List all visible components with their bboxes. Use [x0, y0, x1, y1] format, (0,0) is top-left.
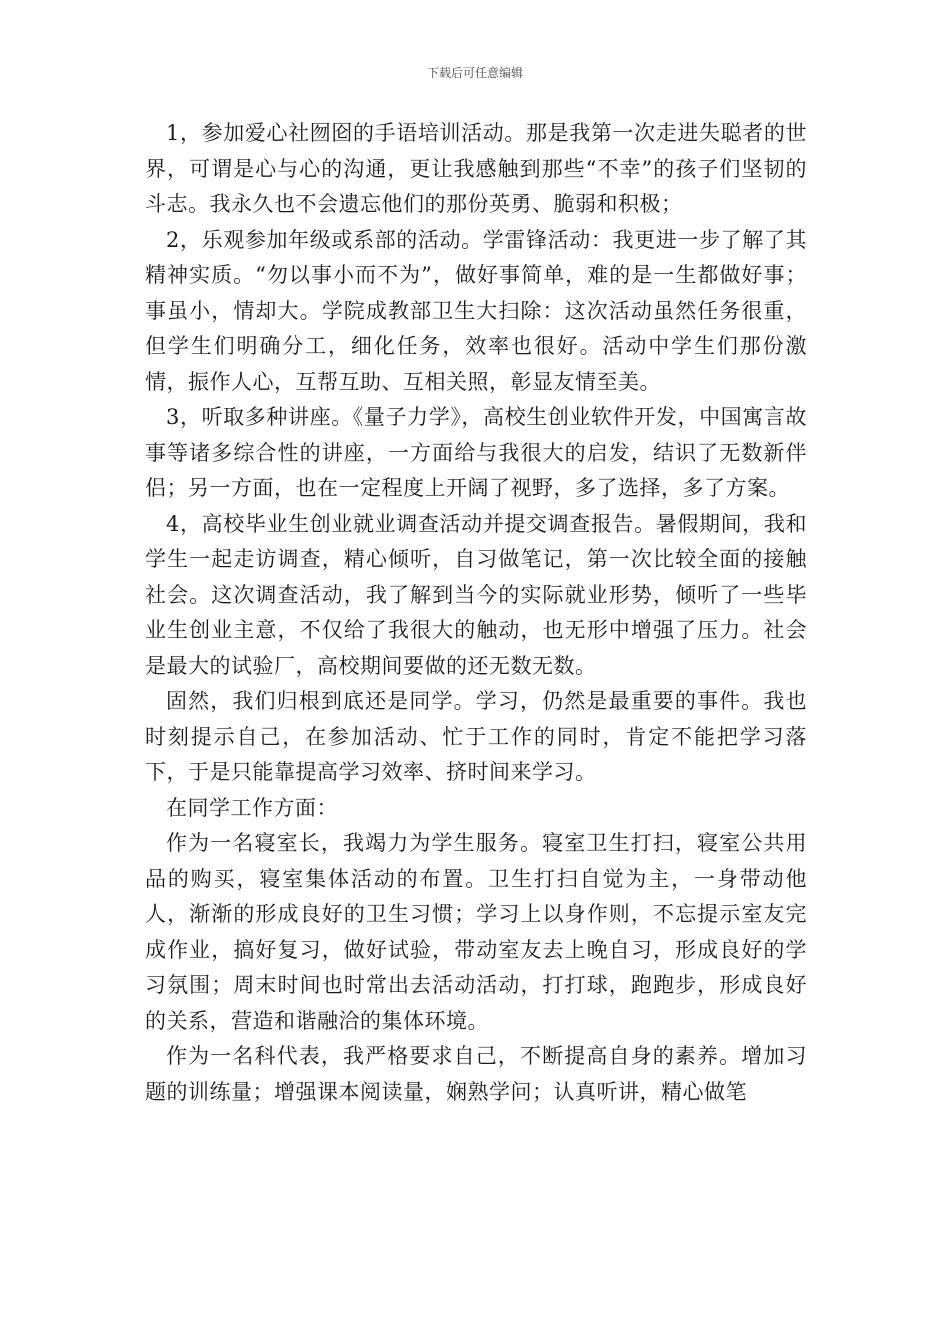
- document-body: [145, 116, 807, 1110]
- paragraph-item-4: 4，高校毕业生创业就业调查活动并提交调查报告。暑假期间，我和学生一起走访调查，精心倾听，自习做笔记，第一次比较全面的接触社会。这次调查活动，我了解到当今的实际就业形势，倾听了一些毕业生创业主意，不仅给了我很大的触动，也无形中增强了压力。社会是最大的试验厂，高校期间要做的还无数无数。: [145, 511, 807, 678]
- paragraph-item-2: 2，乐观参加年级或系部的活动。学雷锋活动：我更进一步了解了其精神实质。“勿以事小而不为”，做好事简单，难的是一生都做好事；事虽小，情却大。学院成教部卫生大扫除：这次活动虽然任务很重，但学生们明确分工，细化任务，效率也很好。活动中学生们那份激情，振作人心，互帮互助、互相关照，彰显友情至美。: [145, 227, 807, 394]
- paragraph-course-rep: 作为一名科代表，我严格要求自己，不断提高自身的素养。增加习题的训练量；增强课本阅读量，娴熟学问；认真听讲，精心做笔: [145, 1044, 807, 1104]
- section-heading-student-work: 在同学工作方面：: [166, 795, 338, 820]
- paragraph-item-3: 3，听取多种讲座。《量子力学》，高校生创业软件开发，中国寓言故事等诸多综合性的讲座，一方面给与我很大的启发，结识了无数新伴侣；另一方面，也在一定程度上开阔了视野，多了选择，多了方案。: [145, 405, 807, 500]
- paragraph-study: 固然，我们归根到底还是同学。学习，仍然是最重要的事件。我也时刻提示自己，在参加活动、忙于工作的同时，肯定不能把学习落下，于是只能靠提高学习效率、挤时间来学习。: [145, 689, 807, 784]
- paragraph-dorm-leader: 作为一名寝室长，我竭力为学生服务。寝室卫生打扫，寝室公共用品的购买，寝室集体活动的布置。卫生打扫自觉为主，一身带动他人，渐渐的形成良好的卫生习惯；学习上以身作则，不忘提示室友完成作业，搞好复习，做好试验，带动室友去上晚自习，形成良好的学习氛围；周末时间也时常出去活动活动，打打球，跑跑步，形成良好的关系，营造和谐融洽的集体环境。: [145, 831, 807, 1033]
- page-header: 下载后可任意编辑: [426, 66, 523, 80]
- paragraph-item-1: 1，参加爱心社囫囵的手语培训活动。那是我第一次走进失聪者的世界，可谓是心与心的沟通，更让我感触到那些“不幸”的孩子们坚韧的斗志。我永久也不会遗忘他们的那份英勇、脆弱和积极；: [145, 121, 807, 216]
